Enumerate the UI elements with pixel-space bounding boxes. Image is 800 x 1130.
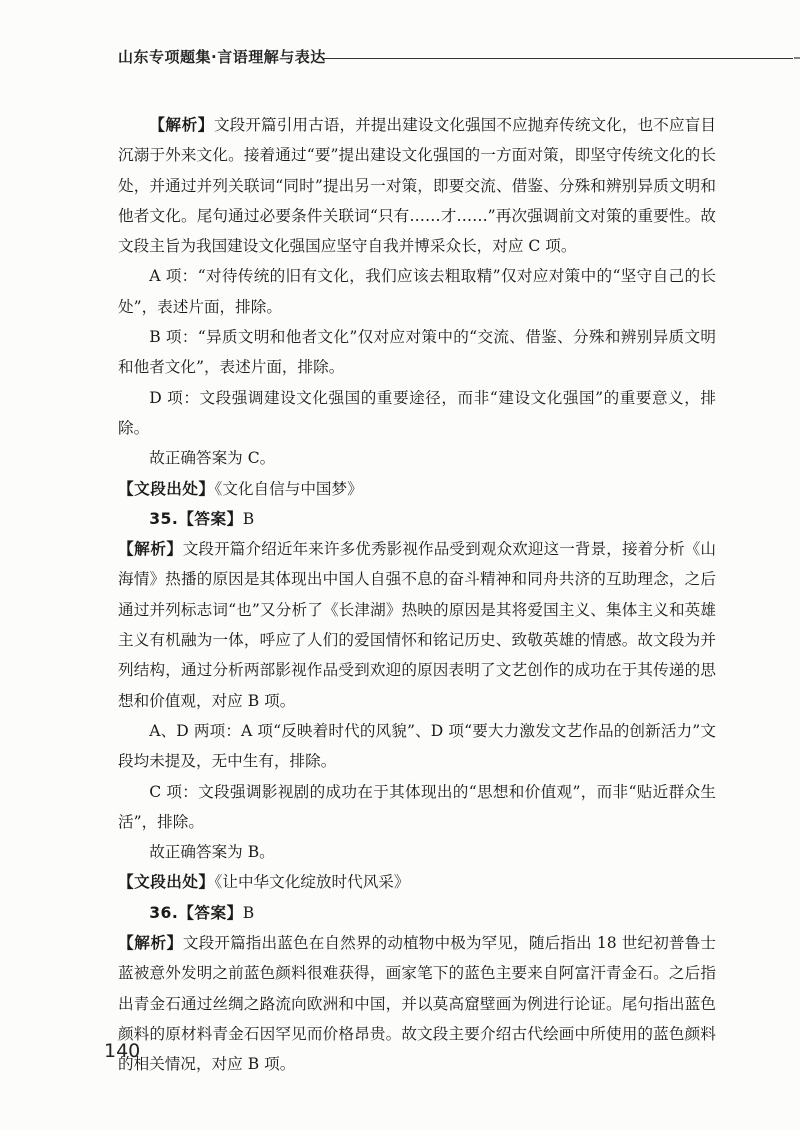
paragraph-answer-36	[118, 898, 716, 928]
answer-letter: B	[242, 903, 255, 922]
paragraph-analysis-36	[118, 928, 716, 1079]
question-number-tag: 36.【答案】	[149, 903, 243, 922]
paragraph-answer-35	[118, 504, 716, 534]
paragraph-text: 《文化自信与中国梦》	[214, 479, 363, 498]
paragraph-source	[118, 474, 716, 504]
paragraph-option-d	[118, 383, 716, 444]
answer-explanations	[118, 110, 716, 1080]
paragraph-text: D 项：文段强调建设文化强国的重要途径，而非“建设文化强国”的重要意义，排除。	[118, 388, 716, 437]
paragraph-text: 故正确答案为 B。	[149, 843, 275, 862]
paragraph-tag: 【文段出处】	[118, 873, 215, 892]
paragraph-text: 故正确答案为 C。	[149, 449, 276, 468]
paragraph-option-ad	[118, 716, 716, 777]
page-number: 140	[104, 1040, 141, 1062]
paragraph-option-b	[118, 322, 716, 383]
paragraph-text: C 项：文段强调影视剧的成功在于其体现出的“思想和价值观”，而非“贴近群众生活”，排除。	[118, 782, 716, 831]
paragraph-analysis-34	[118, 110, 716, 261]
paragraph-tag: 【解析】	[149, 116, 214, 134]
answer-letter: B	[242, 509, 255, 528]
paragraph-correct-answer	[118, 443, 716, 473]
paragraph-tag: 【解析】	[118, 934, 183, 953]
paragraph-text: B 项：“异质文明和他者文化”仅对应对策中的“交流、借鉴、分殊和辨别异质文明和他者文化”，表述片面，排除。	[118, 328, 716, 377]
header-rule	[323, 58, 793, 59]
paragraph-correct-answer	[118, 837, 716, 867]
paragraph-tag: 【解析】	[118, 540, 183, 559]
paragraph-text: A、D 两项：A 项“反映着时代的风貌”、D 项“要大力激发文艺作品的创新活力”文段均未提及，无中生有，排除。	[118, 721, 716, 771]
paragraph-source	[118, 867, 716, 897]
paragraph-option-a	[118, 261, 716, 322]
paragraph-tag: 【文段出处】	[118, 479, 215, 498]
paragraph-analysis-35	[118, 534, 716, 716]
running-header	[118, 42, 718, 72]
paragraph-text: 文段开篇介绍近年来许多优秀影视作品受到观众欢迎这一背景，接着分析《山海情》热播的原因是其体现出中国人自强不息的奋斗精神和同舟共济的互助理念，之后通过并列标志词“也”又分析了《长津湖》热映的原因是其将爱国主义、集体主义和英雄主义有机融为一体，呼应了人们的爱国情怀和铭记历史、致敬英雄的情感。故文段为并列结构，通过分析两部影视作品受到欢迎的原因表明了文艺创作的成功在于其传递的思想和价值观，对应 B 项。	[118, 540, 716, 710]
paragraph-text: 文段开篇引用古语，并提出建设文化强国不应抛弃传统文化，也不应盲目沉溺于外来文化。接着通过“要”提出建设文化强国的一方面对策，即坚守传统文化的长处，并通过并列关联词“同时”提出另一对策，即要交流、借鉴、分殊和辨别异质文明和他者文化。尾句通过必要条件关联词“只有……才……”再次强调前文对策的重要性。故文段主旨为我国建设文化强国应坚守自我并博采众长，对应 C 项。	[118, 116, 716, 256]
sprout-icon	[790, 42, 800, 72]
question-number-tag: 35.【答案】	[149, 509, 243, 528]
paragraph-text: 《让中华文化绽放时代风采》	[214, 873, 410, 892]
header-title: 山东专项题集·言语理解与表达	[118, 48, 326, 66]
paragraph-text: A 项：“对待传统的旧有文化，我们应该去粗取精”仅对应对策中的“坚守自己的长处”，表述片面，排除。	[118, 267, 716, 316]
paragraph-text: 文段开篇指出蓝色在自然界的动植物中极为罕见，随后指出 18 世纪初普鲁士蓝被意外发明之前蓝色颜料很难获得，画家笔下的蓝色主要来自阿富汗青金石。之后指出青金石通过丝绸之路流向欧洲和中国，并以莫高窟壁画为例进行论证。尾句指出蓝色颜料的原材料青金石因罕见而价格昂贵。故文段主要介绍古代绘画中所使用的蓝色颜料的相关情况，对应 B 项。	[118, 934, 716, 1074]
paragraph-option-c	[118, 777, 716, 838]
